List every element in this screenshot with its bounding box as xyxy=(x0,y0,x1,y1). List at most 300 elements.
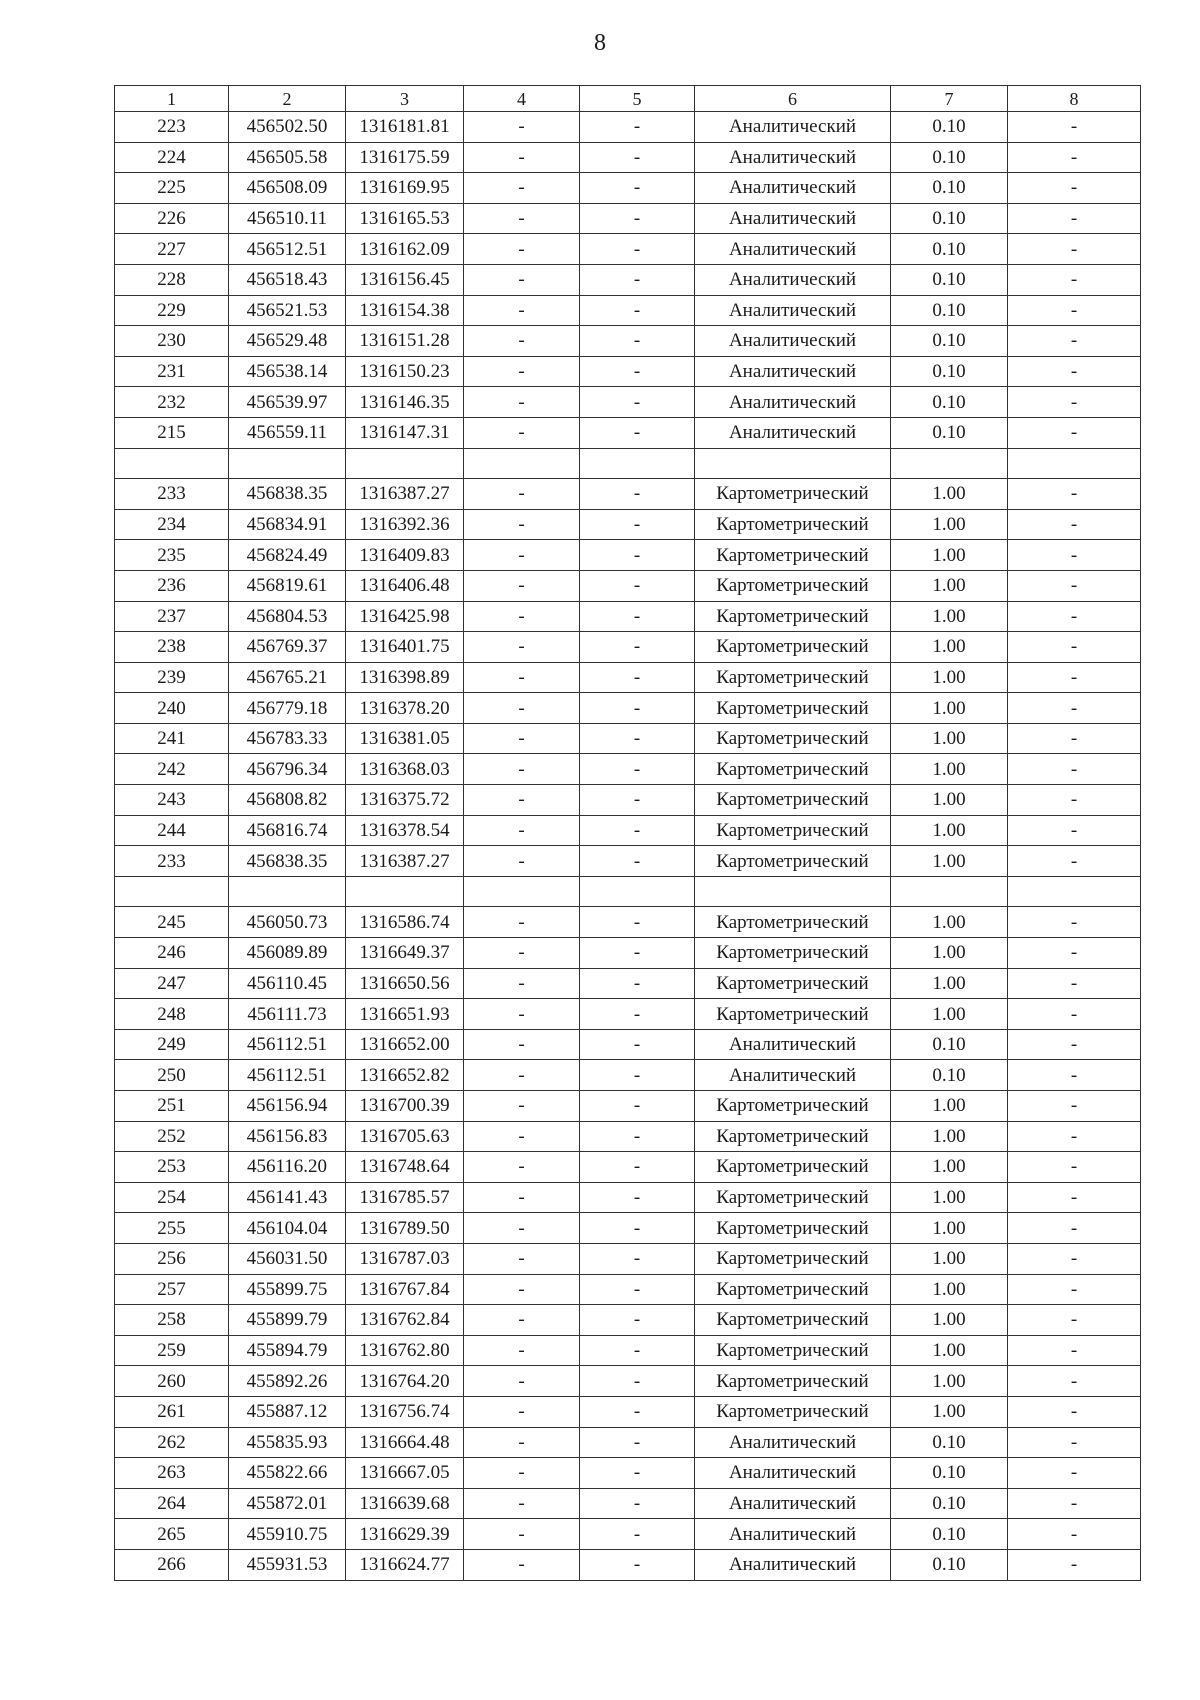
y-coordinate-cell: 1316624.77 xyxy=(346,1549,464,1580)
accuracy-cell: 0.10 xyxy=(891,142,1008,173)
x-coordinate-cell: 456834.91 xyxy=(229,509,346,540)
accuracy-cell: 1.00 xyxy=(891,479,1008,510)
y-coordinate-cell: 1316762.84 xyxy=(346,1305,464,1336)
method-cell: Картометрический xyxy=(695,1152,891,1183)
col8-cell: - xyxy=(1008,938,1141,969)
col8-cell: - xyxy=(1008,1182,1141,1213)
y-coordinate-cell: 1316401.75 xyxy=(346,632,464,663)
col5-cell: - xyxy=(580,112,695,143)
point-number-cell: 254 xyxy=(115,1182,229,1213)
col8-cell: - xyxy=(1008,173,1141,204)
col8-cell: - xyxy=(1008,632,1141,663)
y-coordinate-cell: 1316368.03 xyxy=(346,754,464,785)
column-header: 3 xyxy=(346,86,464,112)
x-coordinate-cell: 456765.21 xyxy=(229,662,346,693)
col5-cell: - xyxy=(580,356,695,387)
table-row xyxy=(115,1213,1141,1244)
col4-cell: - xyxy=(464,387,580,418)
col4-cell: - xyxy=(464,999,580,1030)
point-number-cell: 239 xyxy=(115,662,229,693)
col8-cell: - xyxy=(1008,1427,1141,1458)
method-cell: Аналитический xyxy=(695,142,891,173)
point-number-cell: 261 xyxy=(115,1396,229,1427)
y-coordinate-cell: 1316425.98 xyxy=(346,601,464,632)
column-header: 5 xyxy=(580,86,695,112)
table-row xyxy=(115,907,1141,938)
table-row xyxy=(115,1091,1141,1122)
accuracy-cell: 1.00 xyxy=(891,1213,1008,1244)
col8-cell: - xyxy=(1008,1121,1141,1152)
x-coordinate-cell: 455931.53 xyxy=(229,1549,346,1580)
y-coordinate-cell: 1316649.37 xyxy=(346,938,464,969)
col5-cell: - xyxy=(580,509,695,540)
y-coordinate-cell: 1316767.84 xyxy=(346,1274,464,1305)
col8-cell: - xyxy=(1008,723,1141,754)
col5-cell: - xyxy=(580,1213,695,1244)
col4-cell: - xyxy=(464,815,580,846)
col4-cell: - xyxy=(464,1458,580,1489)
col4-cell: - xyxy=(464,1182,580,1213)
col8-cell: - xyxy=(1008,295,1141,326)
col5-cell: - xyxy=(580,479,695,510)
y-coordinate-cell: 1316406.48 xyxy=(346,570,464,601)
point-number-cell: 247 xyxy=(115,968,229,999)
point-number-cell: 262 xyxy=(115,1427,229,1458)
table-row xyxy=(115,1488,1141,1519)
method-cell: Аналитический xyxy=(695,295,891,326)
method-cell: Аналитический xyxy=(695,417,891,448)
table-row xyxy=(115,326,1141,357)
column-header: 6 xyxy=(695,86,891,112)
accuracy-cell: 1.00 xyxy=(891,1396,1008,1427)
x-coordinate-cell: 455887.12 xyxy=(229,1396,346,1427)
point-number-cell: 252 xyxy=(115,1121,229,1152)
accuracy-cell: 0.10 xyxy=(891,1519,1008,1550)
method-cell: Картометрический xyxy=(695,662,891,693)
method-cell xyxy=(695,448,891,479)
col8-cell: - xyxy=(1008,234,1141,265)
accuracy-cell: 1.00 xyxy=(891,1091,1008,1122)
table-row xyxy=(115,1152,1141,1183)
x-coordinate-cell: 456808.82 xyxy=(229,785,346,816)
table-row xyxy=(115,876,1141,907)
y-coordinate-cell: 1316664.48 xyxy=(346,1427,464,1458)
table-row xyxy=(115,1427,1141,1458)
method-cell: Картометрический xyxy=(695,1091,891,1122)
col4-cell: - xyxy=(464,173,580,204)
y-coordinate-cell: 1316651.93 xyxy=(346,999,464,1030)
coordinates-table xyxy=(114,85,1141,1581)
y-coordinate-cell: 1316165.53 xyxy=(346,203,464,234)
method-cell: Картометрический xyxy=(695,754,891,785)
table-row xyxy=(115,693,1141,724)
accuracy-cell: 0.10 xyxy=(891,1488,1008,1519)
table-row xyxy=(115,142,1141,173)
y-coordinate-cell: 1316785.57 xyxy=(346,1182,464,1213)
col5-cell: - xyxy=(580,693,695,724)
accuracy-cell: 1.00 xyxy=(891,1366,1008,1397)
col8-cell: - xyxy=(1008,785,1141,816)
accuracy-cell: 1.00 xyxy=(891,693,1008,724)
point-number-cell: 264 xyxy=(115,1488,229,1519)
point-number-cell: 215 xyxy=(115,417,229,448)
column-header: 8 xyxy=(1008,86,1141,112)
x-coordinate-cell: 456518.43 xyxy=(229,264,346,295)
point-number-cell: 248 xyxy=(115,999,229,1030)
point-number-cell: 231 xyxy=(115,356,229,387)
y-coordinate-cell: 1316650.56 xyxy=(346,968,464,999)
page-number: 8 xyxy=(594,30,606,56)
point-number-cell: 245 xyxy=(115,907,229,938)
method-cell: Картометрический xyxy=(695,693,891,724)
accuracy-cell: 1.00 xyxy=(891,540,1008,571)
col5-cell: - xyxy=(580,1458,695,1489)
y-coordinate-cell xyxy=(346,876,464,907)
y-coordinate-cell: 1316387.27 xyxy=(346,479,464,510)
table-row xyxy=(115,264,1141,295)
table-row xyxy=(115,846,1141,877)
point-number-cell: 256 xyxy=(115,1243,229,1274)
y-coordinate-cell: 1316409.83 xyxy=(346,540,464,571)
col5-cell xyxy=(580,876,695,907)
method-cell: Аналитический xyxy=(695,264,891,295)
y-coordinate-cell: 1316181.81 xyxy=(346,112,464,143)
accuracy-cell: 0.10 xyxy=(891,173,1008,204)
table-row xyxy=(115,723,1141,754)
x-coordinate-cell: 456505.58 xyxy=(229,142,346,173)
y-coordinate-cell xyxy=(346,448,464,479)
col5-cell: - xyxy=(580,570,695,601)
col8-cell: - xyxy=(1008,1396,1141,1427)
col4-cell: - xyxy=(464,356,580,387)
x-coordinate-cell: 456783.33 xyxy=(229,723,346,754)
accuracy-cell: 0.10 xyxy=(891,387,1008,418)
y-coordinate-cell: 1316398.89 xyxy=(346,662,464,693)
col4-cell: - xyxy=(464,785,580,816)
table-row xyxy=(115,632,1141,663)
y-coordinate-cell: 1316700.39 xyxy=(346,1091,464,1122)
table-row xyxy=(115,1519,1141,1550)
col4-cell: - xyxy=(464,1519,580,1550)
col4-cell: - xyxy=(464,1121,580,1152)
point-number-cell: 233 xyxy=(115,846,229,877)
y-coordinate-cell: 1316789.50 xyxy=(346,1213,464,1244)
table-row xyxy=(115,509,1141,540)
x-coordinate-cell: 456796.34 xyxy=(229,754,346,785)
col5-cell: - xyxy=(580,1029,695,1060)
x-coordinate-cell: 456112.51 xyxy=(229,1060,346,1091)
x-coordinate-cell: 456112.51 xyxy=(229,1029,346,1060)
col5-cell: - xyxy=(580,1427,695,1458)
col5-cell: - xyxy=(580,203,695,234)
method-cell: Аналитический xyxy=(695,1427,891,1458)
col5-cell: - xyxy=(580,723,695,754)
col8-cell: - xyxy=(1008,601,1141,632)
table-row xyxy=(115,968,1141,999)
col4-cell: - xyxy=(464,540,580,571)
col5-cell: - xyxy=(580,326,695,357)
method-cell: Картометрический xyxy=(695,632,891,663)
method-cell: Аналитический xyxy=(695,173,891,204)
x-coordinate-cell: 456529.48 xyxy=(229,326,346,357)
x-coordinate-cell: 455822.66 xyxy=(229,1458,346,1489)
table-row xyxy=(115,1029,1141,1060)
table-body xyxy=(115,112,1141,1581)
x-coordinate-cell: 456804.53 xyxy=(229,601,346,632)
table-row xyxy=(115,173,1141,204)
y-coordinate-cell: 1316387.27 xyxy=(346,846,464,877)
col4-cell: - xyxy=(464,938,580,969)
y-coordinate-cell: 1316652.82 xyxy=(346,1060,464,1091)
accuracy-cell: 0.10 xyxy=(891,234,1008,265)
table-row xyxy=(115,295,1141,326)
method-cell: Картометрический xyxy=(695,570,891,601)
col4-cell: - xyxy=(464,112,580,143)
col5-cell: - xyxy=(580,785,695,816)
point-number-cell: 240 xyxy=(115,693,229,724)
x-coordinate-cell: 456538.14 xyxy=(229,356,346,387)
table-row xyxy=(115,754,1141,785)
col4-cell: - xyxy=(464,693,580,724)
col8-cell: - xyxy=(1008,509,1141,540)
x-coordinate-cell xyxy=(229,876,346,907)
x-coordinate-cell: 456838.35 xyxy=(229,846,346,877)
col5-cell: - xyxy=(580,1366,695,1397)
table-row xyxy=(115,1243,1141,1274)
y-coordinate-cell: 1316392.36 xyxy=(346,509,464,540)
col4-cell: - xyxy=(464,264,580,295)
method-cell: Аналитический xyxy=(695,112,891,143)
y-coordinate-cell: 1316146.35 xyxy=(346,387,464,418)
y-coordinate-cell: 1316764.20 xyxy=(346,1366,464,1397)
column-header: 4 xyxy=(464,86,580,112)
method-cell: Аналитический xyxy=(695,387,891,418)
col5-cell: - xyxy=(580,540,695,571)
x-coordinate-cell: 456559.11 xyxy=(229,417,346,448)
accuracy-cell xyxy=(891,448,1008,479)
point-number-cell: 242 xyxy=(115,754,229,785)
point-number-cell: 243 xyxy=(115,785,229,816)
col8-cell: - xyxy=(1008,1458,1141,1489)
method-cell: Картометрический xyxy=(695,1335,891,1366)
col5-cell: - xyxy=(580,999,695,1030)
method-cell: Картометрический xyxy=(695,815,891,846)
col8-cell: - xyxy=(1008,479,1141,510)
col4-cell: - xyxy=(464,601,580,632)
point-number-cell: 258 xyxy=(115,1305,229,1336)
x-coordinate-cell: 455910.75 xyxy=(229,1519,346,1550)
table-row xyxy=(115,815,1141,846)
col4-cell xyxy=(464,448,580,479)
method-cell xyxy=(695,876,891,907)
method-cell: Картометрический xyxy=(695,1396,891,1427)
y-coordinate-cell: 1316705.63 xyxy=(346,1121,464,1152)
point-number-cell: 229 xyxy=(115,295,229,326)
y-coordinate-cell: 1316378.54 xyxy=(346,815,464,846)
col8-cell xyxy=(1008,448,1141,479)
method-cell: Аналитический xyxy=(695,1519,891,1550)
point-number-cell: 257 xyxy=(115,1274,229,1305)
table-row xyxy=(115,387,1141,418)
method-cell: Картометрический xyxy=(695,1182,891,1213)
y-coordinate-cell: 1316586.74 xyxy=(346,907,464,938)
method-cell: Картометрический xyxy=(695,479,891,510)
col5-cell: - xyxy=(580,846,695,877)
accuracy-cell: 0.10 xyxy=(891,264,1008,295)
method-cell: Аналитический xyxy=(695,1029,891,1060)
col4-cell: - xyxy=(464,662,580,693)
col5-cell: - xyxy=(580,1396,695,1427)
x-coordinate-cell: 455835.93 xyxy=(229,1427,346,1458)
col8-cell: - xyxy=(1008,1305,1141,1336)
accuracy-cell: 1.00 xyxy=(891,754,1008,785)
table-row xyxy=(115,785,1141,816)
col5-cell: - xyxy=(580,938,695,969)
method-cell: Картометрический xyxy=(695,1366,891,1397)
col4-cell: - xyxy=(464,509,580,540)
table-row xyxy=(115,417,1141,448)
method-cell: Картометрический xyxy=(695,509,891,540)
y-coordinate-cell: 1316156.45 xyxy=(346,264,464,295)
method-cell: Аналитический xyxy=(695,1060,891,1091)
point-number-cell: 260 xyxy=(115,1366,229,1397)
table-row xyxy=(115,356,1141,387)
col4-cell: - xyxy=(464,1274,580,1305)
col8-cell: - xyxy=(1008,1519,1141,1550)
col5-cell: - xyxy=(580,968,695,999)
point-number-cell: 255 xyxy=(115,1213,229,1244)
table-row xyxy=(115,1366,1141,1397)
point-number-cell: 230 xyxy=(115,326,229,357)
col8-cell: - xyxy=(1008,326,1141,357)
col5-cell: - xyxy=(580,632,695,663)
point-number-cell: 233 xyxy=(115,479,229,510)
accuracy-cell: 0.10 xyxy=(891,1029,1008,1060)
column-header: 7 xyxy=(891,86,1008,112)
point-number-cell: 236 xyxy=(115,570,229,601)
table-row xyxy=(115,999,1141,1030)
col8-cell: - xyxy=(1008,1274,1141,1305)
point-number-cell: 251 xyxy=(115,1091,229,1122)
col5-cell: - xyxy=(580,1121,695,1152)
col5-cell: - xyxy=(580,234,695,265)
accuracy-cell: 0.10 xyxy=(891,356,1008,387)
table-row xyxy=(115,1274,1141,1305)
x-coordinate-cell: 455894.79 xyxy=(229,1335,346,1366)
col4-cell: - xyxy=(464,1549,580,1580)
point-number-cell: 241 xyxy=(115,723,229,754)
col4-cell: - xyxy=(464,1366,580,1397)
x-coordinate-cell: 456521.53 xyxy=(229,295,346,326)
col8-cell: - xyxy=(1008,693,1141,724)
method-cell: Картометрический xyxy=(695,968,891,999)
col4-cell: - xyxy=(464,754,580,785)
col5-cell xyxy=(580,448,695,479)
point-number-cell: 235 xyxy=(115,540,229,571)
col5-cell: - xyxy=(580,1519,695,1550)
accuracy-cell: 1.00 xyxy=(891,785,1008,816)
col4-cell xyxy=(464,876,580,907)
x-coordinate-cell: 455892.26 xyxy=(229,1366,346,1397)
col8-cell: - xyxy=(1008,1549,1141,1580)
col4-cell: - xyxy=(464,417,580,448)
method-cell: Аналитический xyxy=(695,203,891,234)
y-coordinate-cell: 1316169.95 xyxy=(346,173,464,204)
y-coordinate-cell: 1316154.38 xyxy=(346,295,464,326)
col4-cell: - xyxy=(464,1060,580,1091)
table-row xyxy=(115,1549,1141,1580)
table-row xyxy=(115,203,1141,234)
y-coordinate-cell: 1316629.39 xyxy=(346,1519,464,1550)
point-number-cell: 225 xyxy=(115,173,229,204)
y-coordinate-cell: 1316147.31 xyxy=(346,417,464,448)
point-number-cell xyxy=(115,448,229,479)
method-cell: Картометрический xyxy=(695,1213,891,1244)
y-coordinate-cell: 1316175.59 xyxy=(346,142,464,173)
table-row xyxy=(115,1335,1141,1366)
point-number-cell: 244 xyxy=(115,815,229,846)
method-cell: Аналитический xyxy=(695,1549,891,1580)
x-coordinate-cell: 456050.73 xyxy=(229,907,346,938)
point-number-cell: 223 xyxy=(115,112,229,143)
col8-cell: - xyxy=(1008,387,1141,418)
accuracy-cell: 1.00 xyxy=(891,815,1008,846)
col5-cell: - xyxy=(580,1182,695,1213)
accuracy-cell: 1.00 xyxy=(891,846,1008,877)
x-coordinate-cell: 456539.97 xyxy=(229,387,346,418)
method-cell: Картометрический xyxy=(695,1274,891,1305)
x-coordinate-cell: 456089.89 xyxy=(229,938,346,969)
col5-cell: - xyxy=(580,387,695,418)
x-coordinate-cell: 456819.61 xyxy=(229,570,346,601)
col8-cell: - xyxy=(1008,1335,1141,1366)
col8-cell: - xyxy=(1008,1366,1141,1397)
col8-cell: - xyxy=(1008,1091,1141,1122)
col5-cell: - xyxy=(580,417,695,448)
point-number-cell: 265 xyxy=(115,1519,229,1550)
col5-cell: - xyxy=(580,907,695,938)
method-cell: Картометрический xyxy=(695,999,891,1030)
accuracy-cell: 0.10 xyxy=(891,1549,1008,1580)
col8-cell: - xyxy=(1008,540,1141,571)
x-coordinate-cell: 456156.94 xyxy=(229,1091,346,1122)
x-coordinate-cell: 456156.83 xyxy=(229,1121,346,1152)
point-number-cell: 266 xyxy=(115,1549,229,1580)
col4-cell: - xyxy=(464,1243,580,1274)
accuracy-cell xyxy=(891,876,1008,907)
point-number-cell: 250 xyxy=(115,1060,229,1091)
accuracy-cell: 1.00 xyxy=(891,968,1008,999)
point-number-cell: 259 xyxy=(115,1335,229,1366)
table-row xyxy=(115,448,1141,479)
x-coordinate-cell: 456104.04 xyxy=(229,1213,346,1244)
y-coordinate-cell: 1316381.05 xyxy=(346,723,464,754)
accuracy-cell: 1.00 xyxy=(891,1305,1008,1336)
col4-cell: - xyxy=(464,1091,580,1122)
x-coordinate-cell: 456779.18 xyxy=(229,693,346,724)
col5-cell: - xyxy=(580,1091,695,1122)
accuracy-cell: 1.00 xyxy=(891,1335,1008,1366)
col5-cell: - xyxy=(580,1488,695,1519)
accuracy-cell: 1.00 xyxy=(891,938,1008,969)
col8-cell: - xyxy=(1008,570,1141,601)
table-row xyxy=(115,1121,1141,1152)
col8-cell: - xyxy=(1008,815,1141,846)
method-cell: Картометрический xyxy=(695,846,891,877)
col5-cell: - xyxy=(580,1305,695,1336)
table-row xyxy=(115,540,1141,571)
col4-cell: - xyxy=(464,326,580,357)
